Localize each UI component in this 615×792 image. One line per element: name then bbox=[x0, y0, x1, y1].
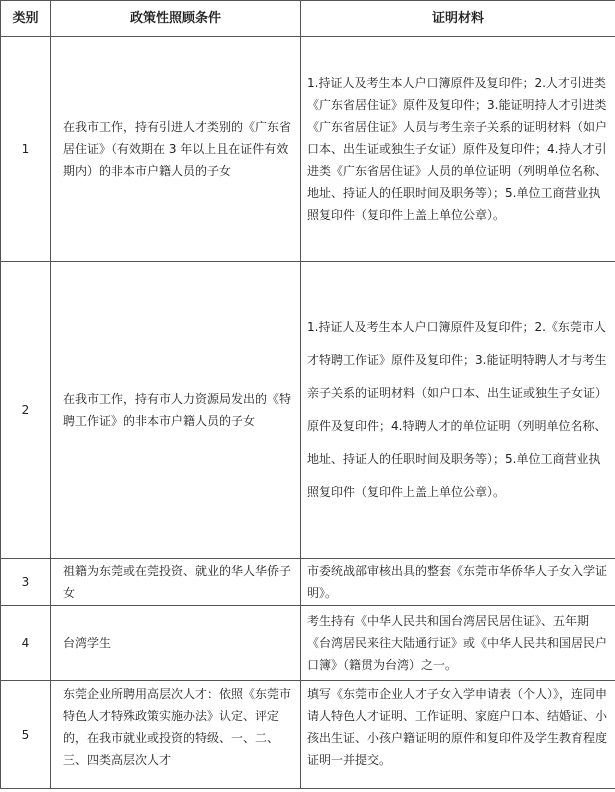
row-category: 5 bbox=[1, 681, 51, 789]
row-materials: 市委统战部审核出具的整套《东莞市华侨华人子女入学证明》。 bbox=[301, 559, 615, 606]
row-materials: 1.持证人及考生本人户口簿原件及复印件；2.《东莞市人才特聘工作证》原件及复印件；3.能证明特聘人才与考生亲子关系的证明材料（如户口本、出生证或独生子女证）原件及复印件；4.特聘人才的单位证明（列明单位名称、地址、持证人的任职时间及职务等）；5.单位工商营业执照复印件（复印件上盖上单位公章）。 bbox=[301, 262, 615, 559]
table-row bbox=[1, 559, 615, 606]
row-category: 3 bbox=[1, 559, 51, 606]
table-row bbox=[1, 606, 615, 681]
row-materials: 填写《东莞市企业人才子女入学申请表（个人）》，连同申请人特色人才证明、工作证明、家庭户口本、结婚证、小孩出生证、小孩户籍证明的原件和复印件及学生教育程度证明一并提交。 bbox=[301, 681, 615, 789]
row-condition: 在我市工作，持有引进人才类别的《广东省居住证》（有效期在 3 年以上且在证件有效期内）的非本市户籍人员的子女 bbox=[51, 37, 301, 262]
row-materials: 考生持有《中华人民共和国台湾居民居住证》、五年期《台湾居民来往大陆通行证》或《中华人民共和国居民户口簿》（籍贯为台湾）之一。 bbox=[301, 606, 615, 681]
row-condition: 祖籍为东莞或在莞投资、就业的华人华侨子女 bbox=[51, 559, 301, 606]
row-condition: 东莞企业所聘用高层次人才：依照《东莞市特色人才特殊政策实施办法》认定、评定的，在我市就业或投资的特级、一、二、三、四类高层次人才 bbox=[51, 681, 301, 789]
table-row bbox=[1, 262, 615, 559]
header-materials: 证明材料 bbox=[301, 1, 615, 37]
table-row bbox=[1, 681, 615, 789]
row-materials: 1.持证人及考生本人户口簿原件及复印件；2.人才引进类《广东省居住证》原件及复印件；3.能证明持人才引进类《广东省居住证》人员与考生亲子关系的证明材料（如户口本、出生证或独生子女证）原件及复印件；4.持人才引进类《广东省居住证》人员的单位证明（列明单位名称、地址、持证人的任职时间及职务等）；5.单位工商营业执照复印件（复印件上盖上单位公章）。 bbox=[301, 37, 615, 262]
row-condition: 台湾学生 bbox=[51, 606, 301, 681]
row-category: 4 bbox=[1, 606, 51, 681]
table-header-row bbox=[1, 1, 615, 37]
row-category: 1 bbox=[1, 37, 51, 262]
row-condition: 在我市工作，持有市人力资源局发出的《特聘工作证》的非本市户籍人员的子女 bbox=[51, 262, 301, 559]
table-row bbox=[1, 37, 615, 262]
header-condition: 政策性照顾条件 bbox=[51, 1, 301, 37]
row-category: 2 bbox=[1, 262, 51, 559]
header-category: 类别 bbox=[1, 1, 51, 37]
